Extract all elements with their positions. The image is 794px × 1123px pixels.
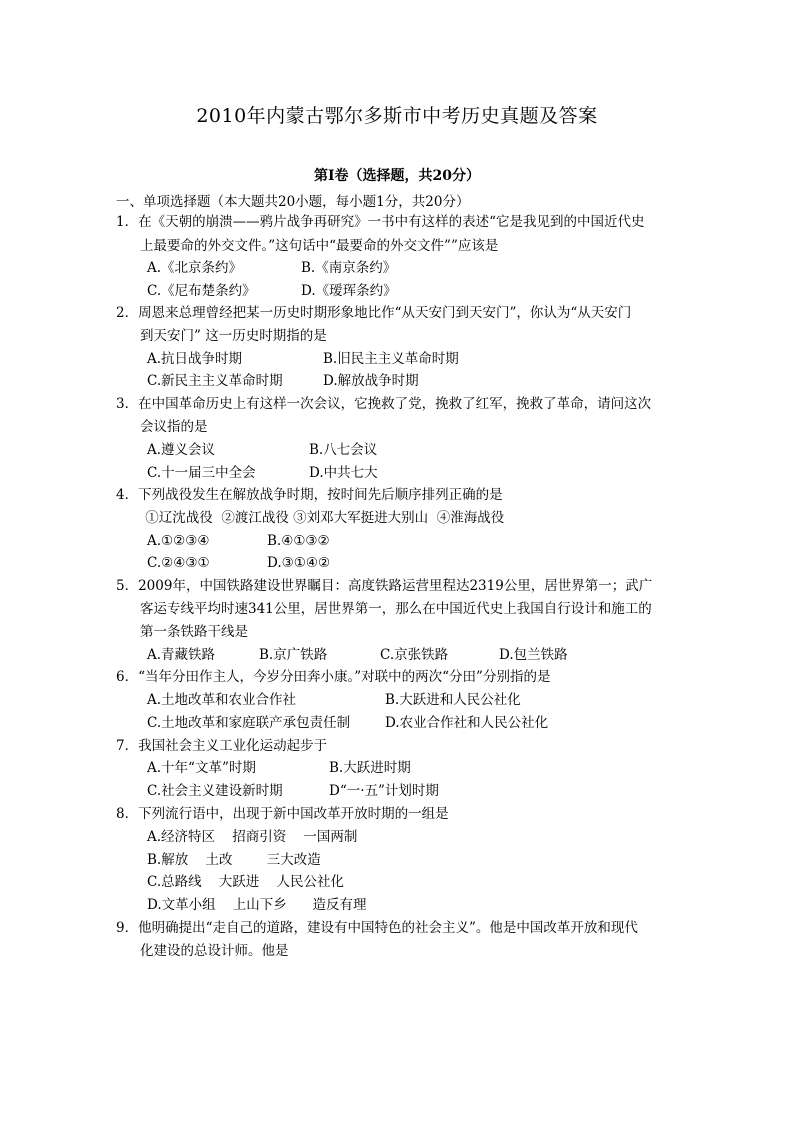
- question-8-stem: 8．下列流行语中，出现于新中国改革开放时期的一组是: [116, 806, 449, 822]
- question-7-option-b: B.大跃进时期: [329, 760, 411, 776]
- part-heading: 一、单项选择题（本大题共20小题，每小题1分，共20分）: [116, 194, 470, 210]
- question-6-option-c: C.土地改革和家庭联产承包责任制: [147, 715, 351, 731]
- question-5-option-b: B.京广铁路: [259, 647, 328, 663]
- question-5-stem: 5．2009年，中国铁路建设世界瞩目：高度铁路运营里程达2319公里，居世界第一；武广: [116, 578, 653, 594]
- question-1-option-c: C.《尼布楚条约》: [147, 283, 256, 299]
- question-2-option-d: D.解放战争时期: [323, 373, 419, 389]
- question-7-option-a: A.十年“文革”时期: [147, 760, 256, 776]
- question-1-stem: 1．在《天朝的崩溃——鸦片战争再研究》一书中有这样的表述“它是我见到的中国近代史: [116, 214, 645, 230]
- question-2-stem: 2．周恩来总理曾经把某一历史时期形象地比作“从天安门到天安门”，你认为“从天安门: [116, 305, 632, 321]
- question-4-option-d: D.③①④②: [267, 555, 331, 571]
- question-7-stem: 7．我国社会主义工业化运动起步于: [116, 738, 328, 754]
- question-7-option-d: D“一·五”计划时期: [329, 783, 439, 799]
- question-1-option-a: A.《北京条约》: [147, 260, 243, 276]
- question-7-option-c: C.社会主义建设新时期: [147, 783, 283, 799]
- question-5-option-d: D.包兰铁路: [499, 647, 568, 663]
- question-1-stem-cont: 上最要命的外交文件。”这句话中“最要命的外交文件””应该是: [140, 238, 499, 254]
- section-title: 第Ⅰ卷（选择题，共20分）: [313, 168, 481, 184]
- question-3-option-c: C.十一届三中全会: [147, 465, 256, 481]
- question-4-option-c: C.②④③①: [147, 555, 210, 571]
- question-5-stem-cont-1: 客运专线平均时速341公里，居世界第一，那么在中国近代史上我国自行设计和施工的: [140, 601, 652, 617]
- question-2-option-c: C.新民主主义革命时期: [147, 373, 283, 389]
- question-8-option-d: D.文革小组 上山下乡 造反有理: [147, 897, 367, 913]
- question-3-stem: 3．在中国革命历史上有这样一次会议，它挽救了党，挽救了红军，挽救了革命，请问这次: [116, 396, 652, 412]
- question-2-stem-cont: 到天安门” 这一历史时期指的是: [140, 328, 327, 344]
- question-5-stem-cont-2: 第一条铁路干线是: [140, 624, 248, 640]
- question-3-option-d: D.中共七大: [309, 465, 378, 481]
- question-9-stem-cont: 化建设的总设计师。他是: [140, 943, 289, 959]
- question-6-option-b: B.大跃进和人民公社化: [385, 692, 521, 708]
- question-8-option-b: B.解放 土改 三大改造: [147, 852, 321, 868]
- question-1-option-d: D.《瑷珲条约》: [301, 283, 397, 299]
- question-1-option-b: B.《南京条约》: [301, 260, 397, 276]
- question-8-option-a: A.经济特区 招商引资 一国两制: [147, 829, 358, 845]
- question-6-stem: 6．“当年分田作主人，今岁分田奔小康。”对联中的两次“分田”分别指的是: [116, 669, 551, 685]
- page-title: 2010年内蒙古鄂尔多斯市中考历史真题及答案: [196, 105, 598, 127]
- question-6-option-a: A.土地改革和农业合作社: [147, 692, 297, 708]
- question-4-option-a: A.①②③④: [147, 533, 210, 549]
- question-3-option-b: B.八七会议: [309, 442, 378, 458]
- question-5-option-a: A.青藏铁路: [147, 647, 216, 663]
- question-2-option-b: B.旧民主主义革命时期: [323, 351, 459, 367]
- question-2-option-a: A.抗日战争时期: [147, 351, 243, 367]
- question-5-option-c: C.京张铁路: [380, 647, 449, 663]
- question-3-option-a: A.遵义会议: [147, 442, 216, 458]
- question-9-stem: 9．他明确提出“走自己的道路，建设有中国特色的社会主义”。他是中国改革开放和现代: [116, 920, 638, 936]
- question-4-events: ①辽沈战役 ②渡江战役 ③刘邓大军挺进大别山 ④淮海战役: [141, 510, 505, 526]
- question-4-option-b: B.④①③②: [267, 533, 330, 549]
- question-4-stem: 4．下列战役发生在解放战争时期，按时间先后顺序排列正确的是: [116, 487, 503, 503]
- question-8-option-c: C.总路线 大跃进 人民公社化: [147, 874, 344, 890]
- question-6-option-d: D.农业合作社和人民公社化: [385, 715, 549, 731]
- question-3-stem-cont: 会议指的是: [140, 419, 208, 435]
